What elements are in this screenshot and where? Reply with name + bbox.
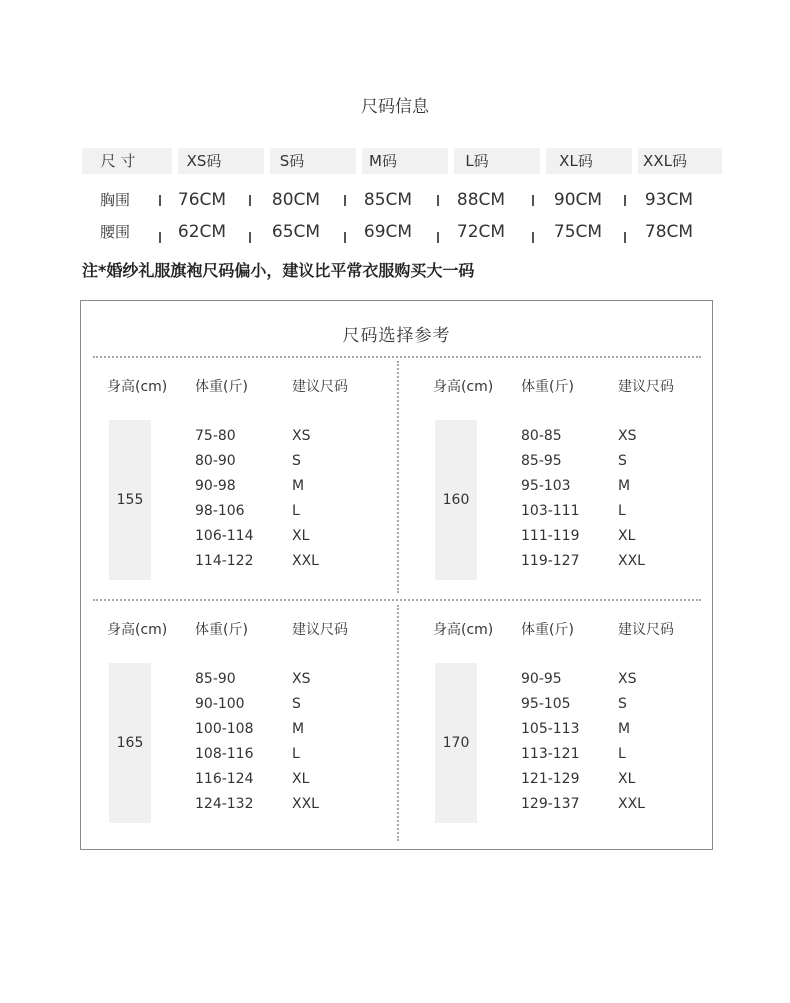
reference-panel-165 [81,619,381,849]
suggested-size: L [618,746,626,762]
suggested-size: S [292,696,301,712]
col-height-header: 身高(cm) [433,379,494,395]
row-separator [159,195,161,206]
size-header-l: L码 [465,152,489,170]
col-height-header: 身高(cm) [107,379,168,395]
weight-range: 100-108 [195,721,254,737]
weight-range: 113-121 [521,746,580,762]
list-item [81,528,381,553]
weight-range: 90-95 [521,671,562,687]
weight-range: 116-124 [195,771,254,787]
weight-range: 114-122 [195,553,254,569]
col-weight-header: 体重(斤) [195,379,248,395]
list-item [407,721,707,746]
list-item [81,796,381,821]
divider [397,361,399,593]
suggested-size: XXL [292,553,319,569]
size-row-bust [82,186,722,214]
size-note: 注*婚纱礼服旗袍尺码偏小，建议比平常衣服购买大一码 [82,261,475,280]
list-item [81,721,381,746]
row-value: 65CM [271,222,321,242]
size-table-header [82,146,722,176]
reference-panel-170 [407,619,707,849]
weight-range: 90-98 [195,478,236,494]
col-size-header: 建议尺码 [292,622,348,638]
weight-range: 105-113 [521,721,580,737]
suggested-size: L [618,503,626,519]
weight-range: 75-80 [195,428,236,444]
list-item [81,746,381,771]
row-value: 78CM [644,222,694,242]
weight-range: 98-106 [195,503,245,519]
suggested-size: XL [292,771,310,787]
suggested-size: M [292,721,305,737]
weight-range: 119-127 [521,553,580,569]
row-value: 88CM [456,190,506,210]
reference-panel-160 [407,376,707,606]
divider [93,356,701,358]
list-item [407,796,707,821]
row-label: 腰围 [99,223,131,241]
weight-range: 124-132 [195,796,254,812]
weight-range: 121-129 [521,771,580,787]
row-separator [624,232,626,243]
suggested-size: XL [292,528,310,544]
suggested-size: XXL [618,553,645,569]
list-item [81,771,381,796]
row-separator [532,195,534,206]
list-item [81,671,381,696]
weight-range: 111-119 [521,528,580,544]
list-item [407,478,707,503]
suggested-size: XXL [292,796,319,812]
suggested-size: L [292,503,300,519]
suggested-size: S [618,453,627,469]
list-item [407,528,707,553]
weight-range: 95-105 [521,696,571,712]
weight-range: 129-137 [521,796,580,812]
suggested-size: M [618,721,631,737]
size-header-xl: XL码 [559,152,593,170]
row-separator [437,195,439,206]
list-item [407,553,707,578]
row-separator [249,232,251,243]
suggested-size: XL [618,528,636,544]
list-item [407,696,707,721]
list-item [81,503,381,528]
suggested-size: XS [618,671,637,687]
height-value: 170 [442,735,470,751]
weight-range: 108-116 [195,746,254,762]
col-weight-header: 体重(斤) [521,622,574,638]
weight-range: 90-100 [195,696,245,712]
height-value: 155 [116,492,144,508]
reference-panel-155 [81,376,381,606]
size-reference-box [80,300,713,850]
suggested-size: XS [292,671,311,687]
col-weight-header: 体重(斤) [521,379,574,395]
suggested-size: S [618,696,627,712]
row-value: 62CM [177,222,227,242]
weight-range: 80-90 [195,453,236,469]
size-header-xxl: XXL码 [643,152,687,170]
col-weight-header: 体重(斤) [195,622,248,638]
row-label: 胸围 [99,191,131,209]
row-separator [159,232,161,243]
weight-range: 106-114 [195,528,254,544]
weight-range: 95-103 [521,478,571,494]
list-item [81,478,381,503]
row-value: 76CM [177,190,227,210]
size-header-xs: XS码 [186,152,222,170]
col-size-header: 建议尺码 [292,379,348,395]
row-separator [344,232,346,243]
reference-title: 尺码选择参考 [342,326,451,346]
col-size-header: 建议尺码 [618,622,674,638]
row-value: 93CM [644,190,694,210]
divider [397,605,399,841]
weight-range: 85-90 [195,671,236,687]
col-height-header: 身高(cm) [107,622,168,638]
col-size-header: 建议尺码 [618,379,674,395]
list-item [81,553,381,578]
col-height-header: 身高(cm) [433,622,494,638]
list-item [407,503,707,528]
size-row-waist [82,218,722,246]
list-item [407,671,707,696]
suggested-size: M [618,478,631,494]
row-value: 90CM [553,190,603,210]
row-separator [532,232,534,243]
list-item [407,771,707,796]
list-item [407,746,707,771]
row-separator [624,195,626,206]
size-header-s: S码 [279,152,305,170]
suggested-size: XXL [618,796,645,812]
row-value: 69CM [363,222,413,242]
list-item [407,428,707,453]
suggested-size: XL [618,771,636,787]
height-value: 160 [442,492,470,508]
suggested-size: L [292,746,300,762]
size-header-label: 尺 寸 [100,152,136,170]
row-value: 75CM [553,222,603,242]
suggested-size: M [292,478,305,494]
row-separator [437,232,439,243]
row-separator [249,195,251,206]
row-value: 72CM [456,222,506,242]
list-item [81,453,381,478]
row-value: 80CM [271,190,321,210]
row-separator [344,195,346,206]
height-value: 165 [116,735,144,751]
suggested-size: XS [618,428,637,444]
page-title: 尺码信息 [361,97,429,117]
list-item [81,696,381,721]
list-item [81,428,381,453]
weight-range: 80-85 [521,428,562,444]
row-value: 85CM [363,190,413,210]
suggested-size: S [292,453,301,469]
weight-range: 85-95 [521,453,562,469]
suggested-size: XS [292,428,311,444]
size-header-m: M码 [369,152,397,170]
list-item [407,453,707,478]
weight-range: 103-111 [521,503,580,519]
